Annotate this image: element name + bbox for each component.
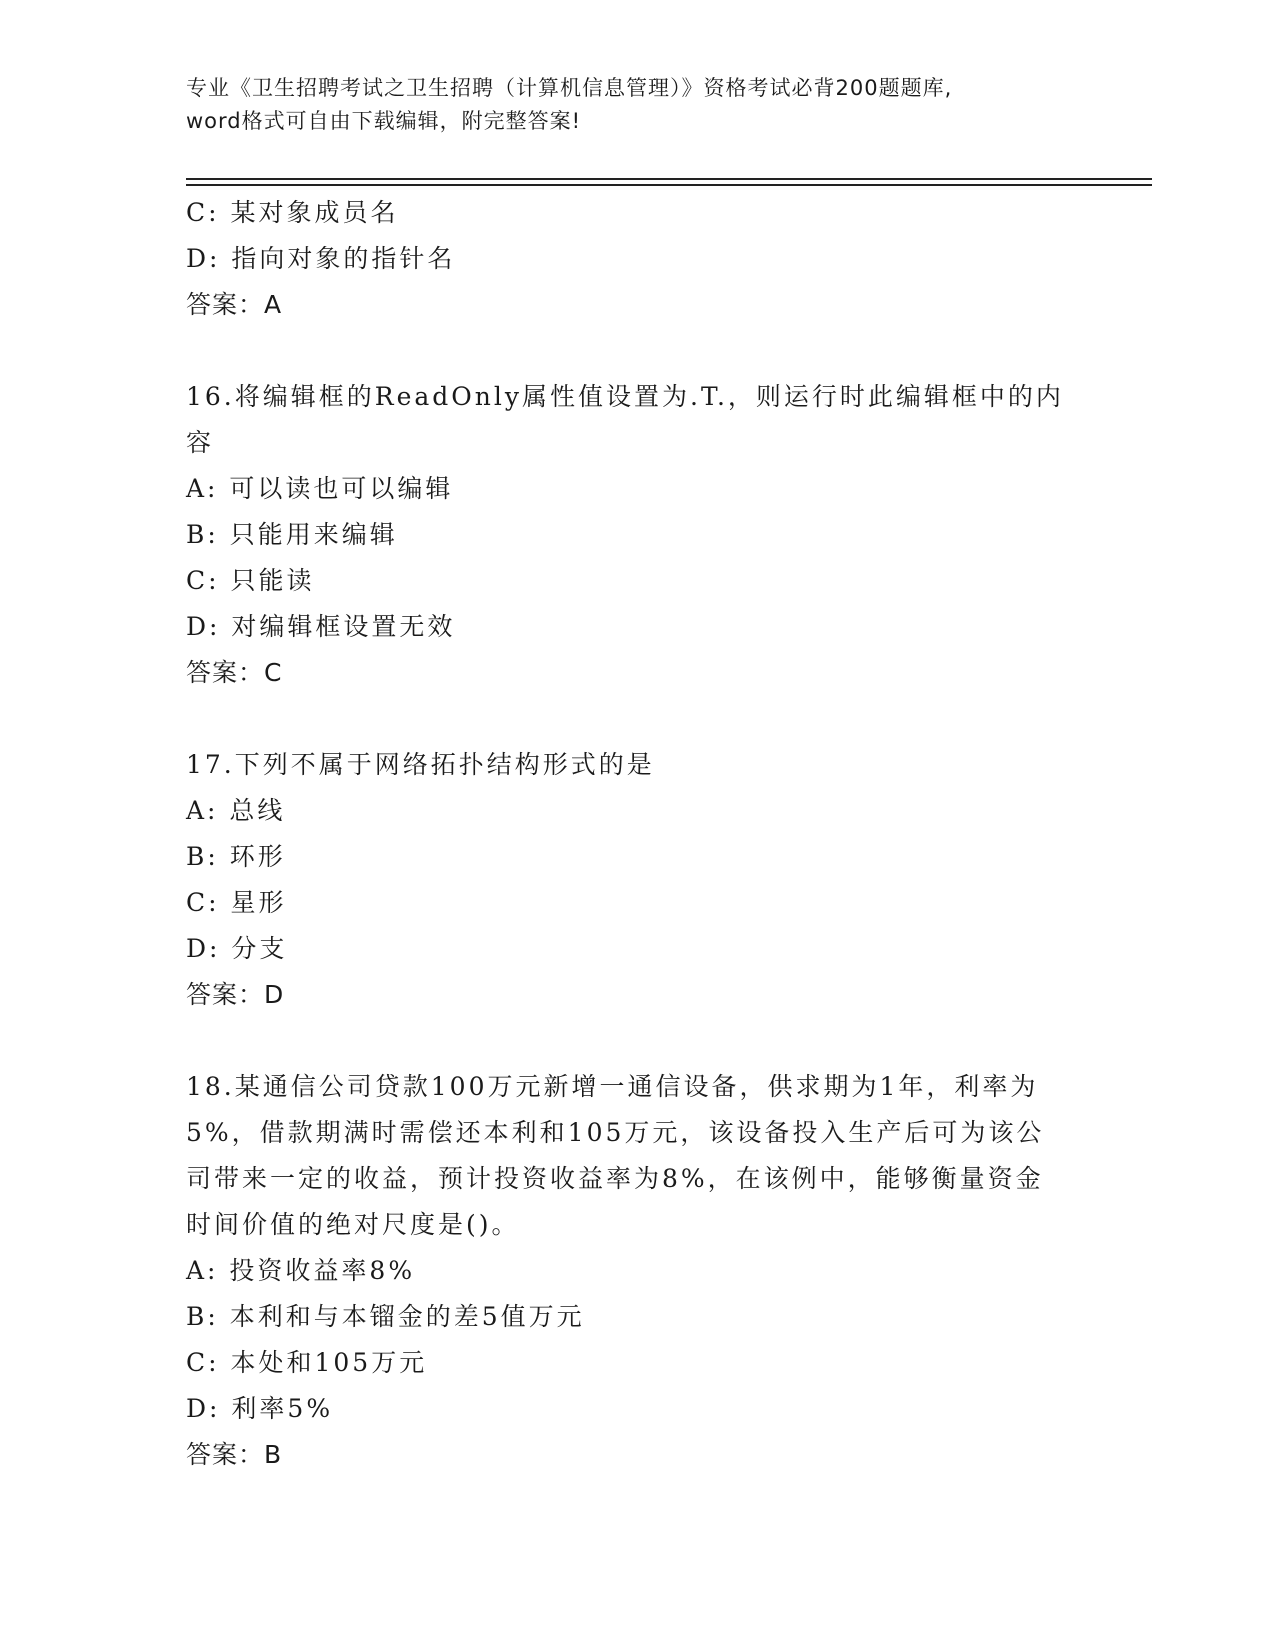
option-b: B: 只能用来编辑 (186, 520, 398, 549)
spacer (186, 696, 1086, 742)
question-16 (186, 374, 1086, 696)
question-17 (186, 742, 1086, 1018)
question-stem: 17.下列不属于网络拓扑结构形式的是 (186, 750, 655, 779)
option-d: D: 分支 (186, 934, 288, 963)
question-stem: 时间价值的绝对尺度是()。 (186, 1210, 520, 1239)
option-c: C: 只能读 (186, 566, 315, 595)
header-divider-bottom (186, 184, 1152, 186)
question-stem: 18.某通信公司贷款100万元新增一通信设备，供求期为1年，利率为 (186, 1072, 1039, 1101)
option-c: C: 星形 (186, 888, 287, 917)
option-b: B: 环形 (186, 842, 286, 871)
prev-question (186, 190, 1086, 328)
answer: 答案：A (186, 290, 283, 319)
header-line-1: 专业《卫生招聘考试之卫生招聘（计算机信息管理）》资格考试必背200题题库, (186, 76, 953, 100)
question-stem: 16.将编辑框的ReadOnly属性值设置为.T.，则运行时此编辑框中的内 (186, 382, 1064, 411)
option-a: A: 投资收益率8% (186, 1256, 416, 1285)
question-stem: 5%，借款期满时需偿还本利和105万元，该设备投入生产后可为该公 (186, 1118, 1045, 1147)
answer: 答案：C (186, 658, 283, 687)
header-divider-top (186, 178, 1152, 180)
question-list (186, 190, 1086, 1478)
option-c: C: 某对象成员名 (186, 198, 399, 227)
option-d: D: 指向对象的指针名 (186, 244, 456, 273)
question-stem: 司带来一定的收益，预计投资收益率为8%，在该例中，能够衡量资金 (186, 1164, 1044, 1193)
option-a: A: 可以读也可以编辑 (186, 474, 454, 503)
header-line-2: word格式可自由下载编辑，附完整答案! (186, 109, 582, 133)
spacer (186, 328, 1086, 374)
question-18 (186, 1064, 1086, 1478)
answer: 答案：B (186, 1440, 283, 1469)
option-a: A: 总线 (186, 796, 286, 825)
option-d: D: 对编辑框设置无效 (186, 612, 456, 641)
option-b: B: 本利和与本镏金的差5值万元 (186, 1302, 585, 1331)
spacer (186, 1018, 1086, 1064)
document-header (186, 72, 1086, 138)
answer: 答案：D (186, 980, 285, 1009)
question-stem: 容 (186, 428, 215, 457)
option-c: C: 本处和105万元 (186, 1348, 428, 1377)
option-d: D: 利率5% (186, 1394, 334, 1423)
